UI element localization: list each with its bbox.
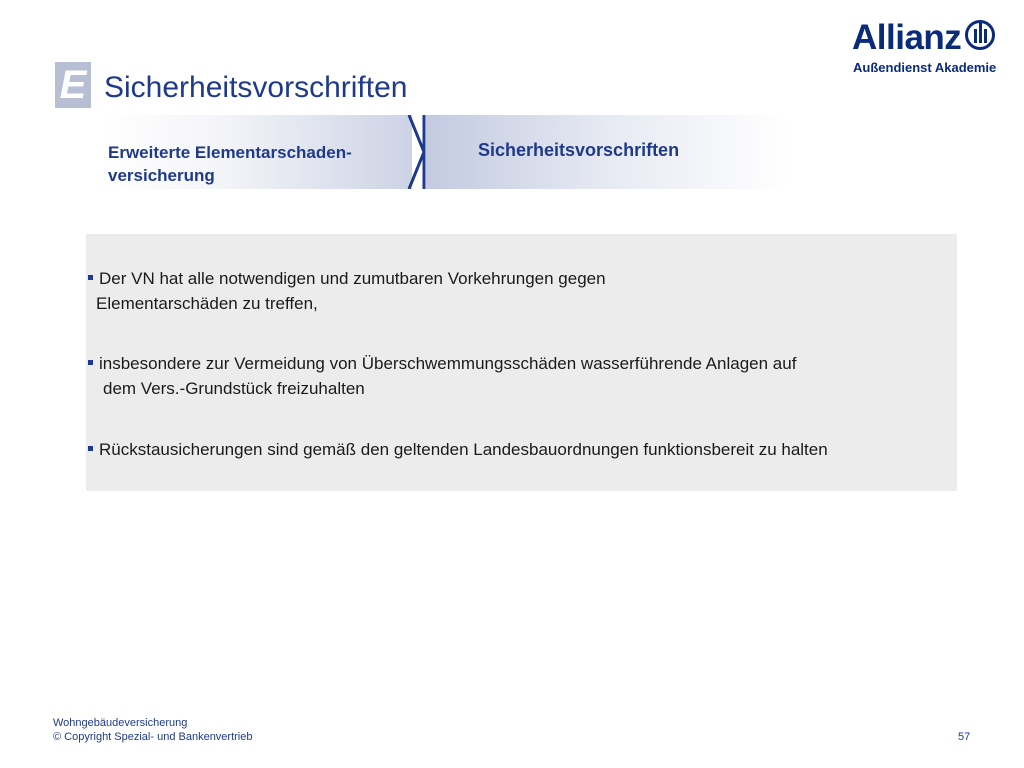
breadcrumb-chevron-icon bbox=[407, 115, 431, 189]
slide-title: Sicherheitsvorschriften bbox=[104, 71, 408, 104]
logo-wordmark: Allianz bbox=[852, 18, 962, 57]
bullet-text-line: insbesondere zur Vermeidung von Überschwemmungsschäden wasserführende Anlagen auf bbox=[99, 354, 797, 373]
footer-copyright: © Copyright Spezial- und Bankenvertrieb bbox=[53, 731, 253, 743]
breadcrumb bbox=[0, 115, 1024, 189]
bullet-item bbox=[86, 351, 796, 401]
bullet-text-line: Rückstausicherungen sind gemäß den geltenden Landesbauordnungen funktionsbereit zu halten bbox=[99, 440, 828, 459]
bullet-item bbox=[86, 266, 606, 316]
bullet-icon bbox=[88, 360, 93, 365]
breadcrumb-previous[interactable] bbox=[100, 115, 412, 189]
bullet-icon bbox=[88, 446, 93, 451]
footer-title: Wohngebäudeversicherung bbox=[53, 717, 188, 729]
allianz-eagle-icon bbox=[965, 20, 995, 50]
allianz-logo bbox=[852, 18, 1002, 78]
bullet-text-line: Elementarschäden zu treffen, bbox=[96, 294, 318, 313]
breadcrumb-current bbox=[426, 115, 790, 189]
bullet-icon bbox=[88, 275, 93, 280]
breadcrumb-current-label: Sicherheitsvorschriften bbox=[478, 140, 680, 160]
page-number: 57 bbox=[958, 731, 971, 743]
breadcrumb-previous-line-1: Erweiterte Elementarschaden- bbox=[108, 143, 352, 162]
section-letter: E bbox=[59, 63, 87, 107]
bullet-text-line: Der VN hat alle notwendigen und zumutbaren Vorkehrungen gegen bbox=[99, 269, 606, 288]
section-badge bbox=[55, 62, 91, 108]
logo-subtitle: Außendienst Akademie bbox=[853, 60, 997, 75]
breadcrumb-previous-label bbox=[108, 141, 352, 187]
breadcrumb-previous-line-2: versicherung bbox=[108, 166, 215, 185]
bullet-item bbox=[86, 437, 828, 462]
content-box bbox=[86, 234, 957, 491]
bullet-text-line: dem Vers.-Grundstück freizuhalten bbox=[103, 379, 365, 398]
